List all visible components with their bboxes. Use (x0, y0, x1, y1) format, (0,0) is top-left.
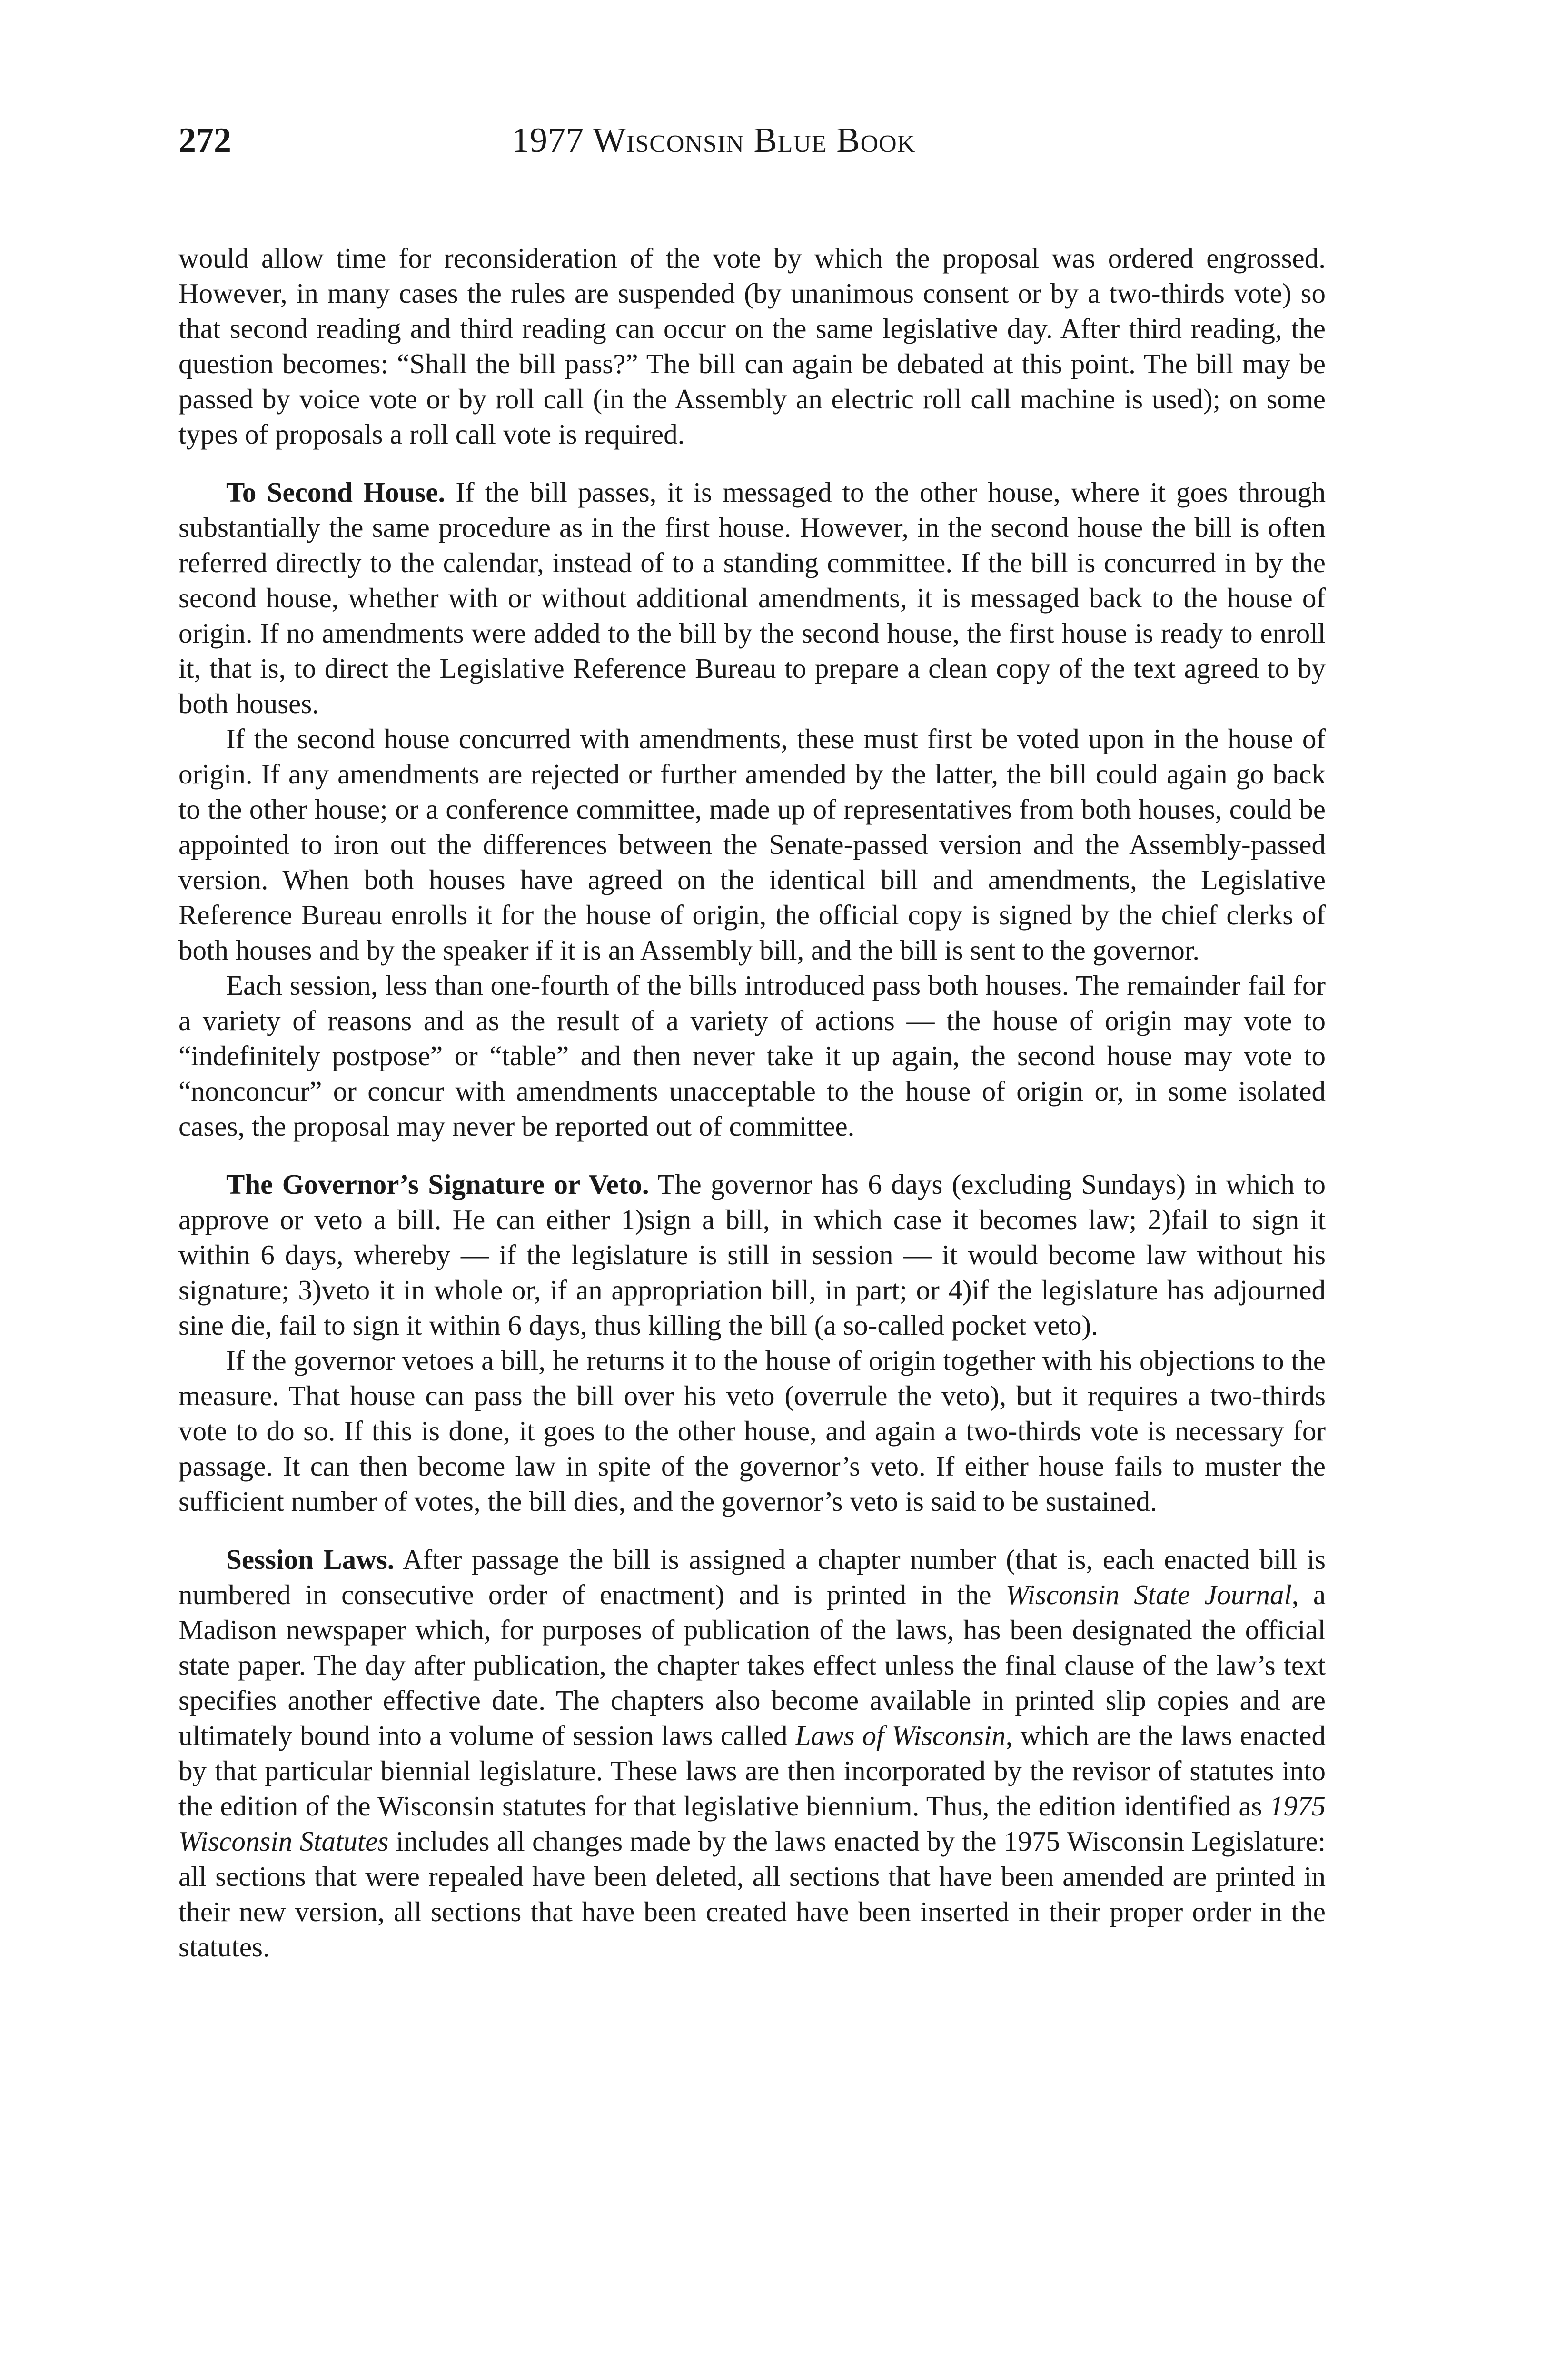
section-heading-governors-signature: The Governor’s Signature or Veto. (226, 1169, 649, 1200)
paragraph-text: If the bill passes, it is messaged to the other house, where it goes through substantially the same procedure as in the first house. However, in the second house the bill is often referred directly to the calendar, instead of to a standing committee. If the bill is concurred in by the second house, whether with or without additional amendments, it is messaged back to the house of origin. If no amendments were added to the bill by the second house, the first house is ready to enroll it, that is, to direct the Legislative Reference Bureau to prepare a clean copy of the text agreed to by both houses. (178, 476, 1326, 719)
section-heading-session-laws: Session Laws. (226, 1544, 395, 1575)
paragraph-text: The governor has 6 days (excluding Sundays) in which to approve or veto a bill. He can either 1)sign a bill, in which case it becomes law; 2)fail to sign it within 6 days, whereby — if the legislature is still in session — it would become law without his signature; 3)veto it in whole or, if an appropriation bill, in part; or 4)if the legislature has adjourned sine die, fail to sign it within 6 days, thus killing the bill (a so-called pocket veto). (178, 1169, 1326, 1341)
running-head (178, 119, 1349, 162)
paragraph-governors-signature (178, 1167, 1326, 1343)
paragraph-text: After passage the bill is assigned a chapter number (that is, each enacted bill is numbered in consecutive order of enactment) and is printed in the (178, 1544, 1326, 1610)
paragraph-concurred-with-amendments: If the second house concurred with amendments, these must first be voted upon in the house of origin. If any amendments are rejected or further amended by the latter, the bill could again go back to the other house; or a conference committee, made up of representatives from both houses, could be appointed to iron out the differences between the Senate-passed version and the Assembly-passed version. When both houses have agreed on the identical bill and amendments, the Legislative Reference Bureau enrolls it for the house of origin, the official copy is signed by the chief clerks of both houses and by the speaker if it is an Assembly bill, and the bill is sent to the governor. (178, 723, 1326, 966)
paragraph-third-reading: would allow time for reconsideration of the vote by which the proposal was ordered engrossed. However, in many cases the rules are suspended (by unanimous consent or by a two-thirds vote) so that second reading and third reading can occur on the same legislative day. After third reading, the question becomes: “Shall the bill pass?” The bill can again be debated at this point. The bill may be passed by voice vote or by roll call (in the Assembly an electric roll call machine is used); on some types of proposals a roll call vote is required. (178, 242, 1326, 450)
italic-title-laws-of-wisconsin: Laws of Wisconsin (795, 1720, 1006, 1751)
body-text (178, 240, 1326, 1964)
paragraph-to-second-house (178, 475, 1326, 721)
page-number: 272 (178, 121, 231, 160)
paragraph-veto-override: If the governor vetoes a bill, he returns it to the house of origin together with his objections to the measure. That house can pass the bill over his veto (overrule the veto), but it requires a two-thirds vote to do so. If this is done, it goes to the other house, and again a two-thirds vote is necessary for passage. It can then become law in spite of the governor’s veto. If either house fails to muster the sufficient number of votes, the bill dies, and the governor’s veto is said to be sustained. (178, 1345, 1326, 1517)
book-title: 1977 Wisconsin Blue Book (512, 121, 916, 160)
paragraph-text: includes all changes made by the laws enacted by the 1975 Wisconsin Legislature: all sections that were repealed have been deleted, all sections that have been amended are printed in their new version, all sections that have been created have been inserted in their proper order in the statutes. (178, 1825, 1326, 1963)
paragraph-bills-failing: Each session, less than one-fourth of the bills introduced pass both houses. The remainder fail for a variety of reasons and as the result of a variety of actions — the house of origin may vote to “indefinitely postpose” or “table” and then never take it up again, the second house may vote to “nonconcur” or concur with amendments unacceptable to the house of origin or, in some isolated cases, the proposal may never be reported out of committee. (178, 970, 1326, 1142)
italic-title-1975-wisconsin-statutes: 1975 Wisconsin Statutes (178, 1790, 1326, 1857)
paragraph-session-laws (178, 1542, 1326, 1964)
italic-title-wisconsin-state-journal: Wisconsin State Journal (1005, 1579, 1292, 1610)
section-heading-to-second-house: To Second House. (226, 476, 446, 508)
paragraph-text: , a Madison newspaper which, for purposes of publication of the laws, has been designated the official state paper. The day after publication, the chapter takes effect unless the final clause of the law’s text specifies another effective date. The chapters also become available in printed slip copies and are ultimately bound into a volume of session laws called (178, 1579, 1326, 1751)
paragraph-text: , which are the laws enacted by that particular biennial legislature. These laws are then incorporated by the revisor of statutes into the edition of the Wisconsin statutes for that legislative biennium. Thus, the edition identified as (178, 1720, 1326, 1822)
